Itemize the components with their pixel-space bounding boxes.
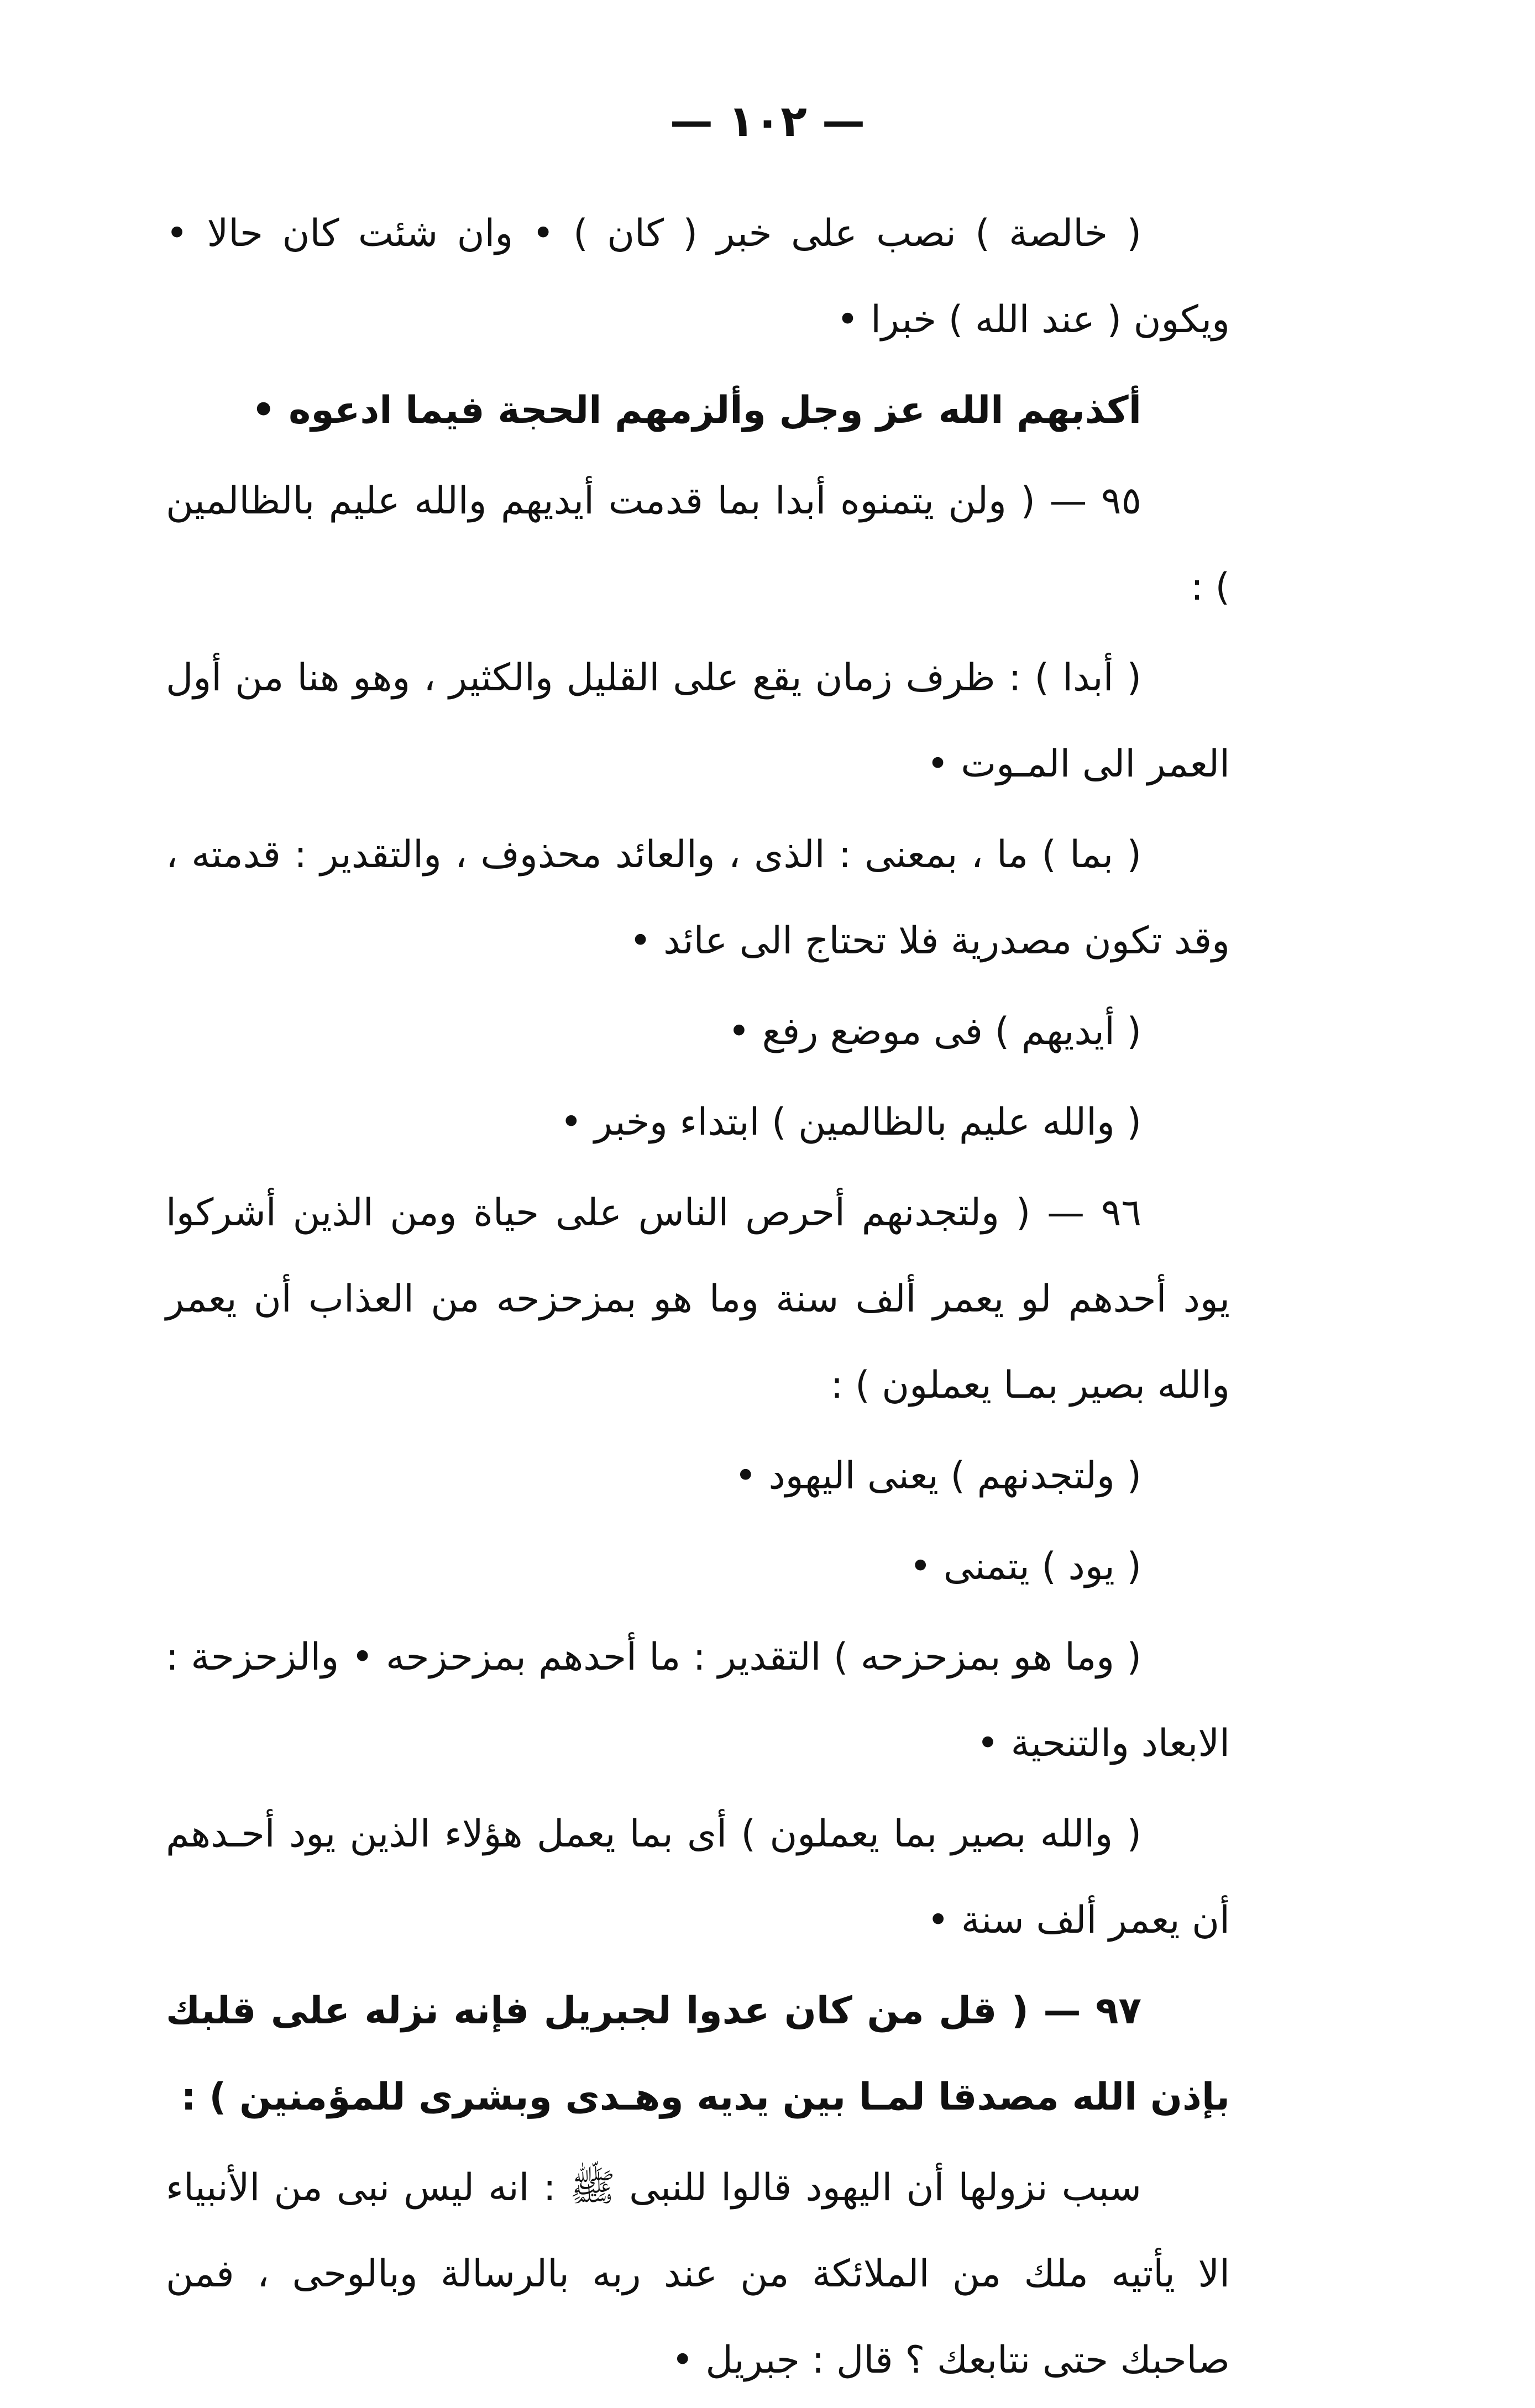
paragraph-7: ( والله عليم بالظالمين ) ابتداء وخبر • bbox=[560, 1100, 1141, 1144]
paragraph-9: ( ولتجدنهم ) يعنى اليهود • bbox=[734, 1454, 1141, 1498]
paragraph-5: ( بما ) ما ، بمعنى : الذى ، والعائد محذوف ، والتقدير : قدمته ، وقد تكون مصدرية فلا تحتاج الى عائد • bbox=[166, 833, 1230, 963]
paragraph-4: ( أبدا ) : ظرف زمان يقع على القليل والكثير ، وهو هنا من أول العمر الى المـوت • bbox=[166, 656, 1230, 786]
paragraph-6: ( أيديهم ) فى موضع رفع • bbox=[727, 1010, 1141, 1053]
paragraph-12: ( والله بصير بما يعملون ) أى بما يعمل هؤلاء الذين يود أحـدهم أن يعمر ألف سنة • bbox=[166, 1812, 1230, 1942]
paragraph-14: سبب نزولها أن اليهود قالوا للنبى ﷺ : انه ليس نبى من الأنبياء الا يأتيه ملك من الملائكة من عند ربه بالرسالة وبالوحى ، فمن صاحبك حتى نتابعك ؟ قال : جبريل • bbox=[166, 2166, 1230, 2382]
verse-95-heading: ٩٥ — ( ولن يتمنوه أبدا بما قدمت أيديهم والله عليم بالظالمين ) : bbox=[166, 479, 1230, 609]
paragraph-10: ( يود ) يتمنى • bbox=[909, 1545, 1141, 1588]
page-number: — ١٠٢ — bbox=[669, 97, 866, 146]
paragraph-11: ( وما هو بمزحزحه ) التقدير : ما أحدهم بمزحزحه • والزحزحة : الابعاد والتنحية • bbox=[166, 1635, 1230, 1765]
verse-97-heading: ٩٧ — ( قل من كان عدوا لجبريل فإنه نزله على قلبك بإذن الله مصدقا لمـا بين يديه وهـدى وبشرى للمؤمنين ) : bbox=[166, 1989, 1230, 2119]
verse-96-heading: ٩٦ — ( ولتجدنهم أحرص الناس على حياة ومن الذين أشركوا يود أحدهم لو يعمر ألف سنة وما هو بمزحزحه من العذاب أن يعمر والله بصير بمـا يعملون ) : bbox=[166, 1191, 1230, 1407]
paragraph-1: ( خالصة ) نصب على خبر ( كان ) • وان شئت كان حالا • ويكون ( عند الله ) خبرا • bbox=[166, 212, 1230, 342]
paragraph-2: أكذبهم الله عز وجل وألزمهم الحجة فيما ادعوه • bbox=[252, 389, 1141, 432]
body-text bbox=[166, 191, 1230, 2408]
